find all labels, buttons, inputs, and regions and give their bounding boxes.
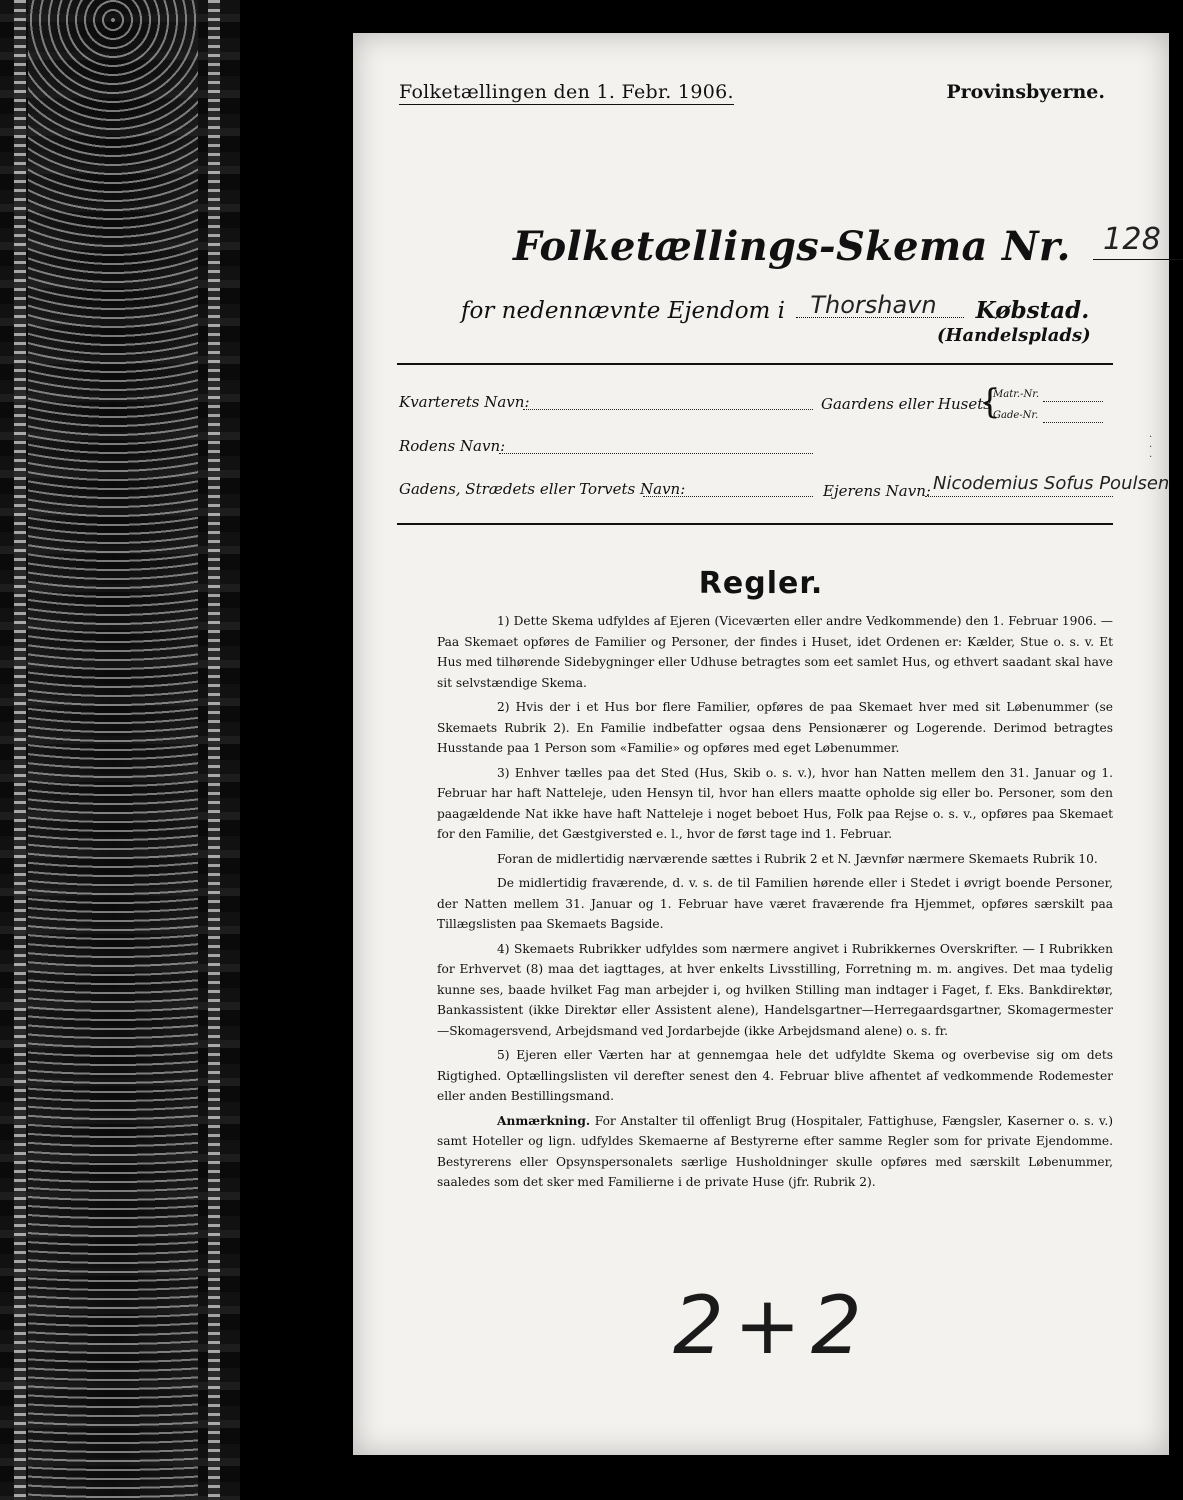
matr-label: Matr.-Nr. [993,389,1040,400]
subtitle-suffix: Købstad. [975,297,1090,324]
rode-line [499,452,813,454]
microfilm-edge [0,0,240,1500]
rule-2: 2) Hvis der i et Hus bor flere Familier, opføres de paa Skemaet hver med sit Løbenummer (se Skemaets Rubrik 2). En Familie indbefatter ogsaa dens Pensionærer og Logerende. Derimod betragtes Husstande paa 1 Person som «Familie» og opføres med eget Løbenummer. [437,700,1113,755]
form-title-text: Folketællings-Skema Nr. [513,223,1071,270]
rule-3c: De midlertidig fraværende, d. v. s. de til Familien hørende eller i Stedet i øvrigt boende Personer, der Natten mellem 31. Januar og 1. Februar have været fraværende fra Hjemmet, opføres særskilt paa Tillægslisten paa Skemaets Bagside. [437,876,1113,931]
rule-1: 1) Dette Skema udfyldes af Ejeren (Viceværten eller andre Vedkommende) den 1. Februar 1906. — Paa Skemaet opføres de Familier og Personer, der findes i Huset, idet Ordenen er: Kælder, Stue o. s. v. Et Hus med tilhørende Sidebygninger eller Udhuse betragtes som eet samlet Hus, og ethvert saadant skal have sit selvstændige Skema. [437,614,1113,690]
rule-5: 5) Ejeren eller Værten har at gennemgaa hele det udfyldte Skema og overbevise sig om dets Rigtighed. Optællingslisten vil derefter senest den 4. Februar blive afhentet af vedkommende Rodemester eller anden Bestillingsmand. [437,1048,1113,1103]
form-number-handwritten: 128 [1103,222,1162,257]
ejer-line [925,495,1113,497]
note-label: Anmærkning. [497,1113,591,1128]
rules-body [437,611,1113,1197]
subtitle-prefix: for nedennævnte Ejendom i [461,298,786,324]
rule-3: 3) Enhver tælles paa det Sted (Hus, Skib o. s. v.), hvor han Natten mellem den 31. Januar og 1. Februar har haft Natteleje, uden Hensyn til, hvor han ellers maatte opholde sig eller bo. Personer, som den paagældende Nat ikke have haft Natteleje i noget beboet Hus, Folk paa Rejse o. s. v., opføres paa Skemaet for den Familie, det Gæstgiversted e. l., hvor de først tage ind 1. Februar. [437,765,1113,841]
bottom-handwritten-count: 2+2 [673,1279,872,1372]
kvarter-line [523,408,813,410]
gade-nr-label: Gade-Nr. [993,410,1039,421]
subtitle-alt: (Handelsplads) [937,325,1091,346]
gade-label: Gadens, Strædets eller Torvets Navn: [399,480,686,498]
brace-icon: { [979,382,1001,422]
film-perforation-right [208,0,220,1500]
kvarter-label: Kvarterets Navn: [399,393,530,411]
matr-line [1043,400,1103,402]
census-header-date: Folketællingen den 1. Febr. 1906. [399,81,734,103]
rule-3b: Foran de midlertidig nærværende sættes i Rubrik 2 et N. Jævnfør nærmere Skemaets Rubrik 10. [497,851,1098,866]
film-core [28,0,198,1500]
rule-note [437,1111,1113,1193]
census-header-region: Provinsbyerne. [946,81,1105,103]
rules-title: Regler. [698,566,824,601]
owner-handwritten: Nicodemius Sofus Poulsen [933,473,1170,494]
town-field [796,291,964,319]
form-subtitle [461,291,1090,324]
gade-nr-line [1043,421,1103,423]
town-handwritten: Thorshavn [810,291,937,319]
corner-marks: · · · [1149,432,1153,463]
gaard-label: Gaardens eller Husets [821,395,991,413]
divider-top [397,363,1113,365]
note-text: For Anstalter til offenligt Brug (Hospitaler, Fattighuse, Fængsler, Kaserner o. s. v.) samt Hoteller og lign. udfyldes Skemaerne af Bestyrerne efter samme Regler som for private Ejendomme. Bestyrerens eller Opsynspersonalets særlige Husholdninger skulle opføres med særskilt Løbenummer, saaledes som det sker med Familierne i de private Huse (jfr. Rubrik 2). [437,1113,1113,1189]
rule-4: 4) Skemaets Rubrikker udfyldes som nærmere angivet i Rubrikkernes Overskrifter. — I Rubrikken for Erhvervet (8) maa det iagttages, at hver enkelts Livsstilling, Forretning m. m. angives. Det maa tydelig kunne ses, baade hvilket Fag man arbejder i, og hvilken Stilling man indtager i Faget, f. Eks. Bankdirektør, Bankassistent (ikke Direktør eller Assistent alene), Handelsgartner—Herregaardsgartner, Skomagermester—Skomagersvend, Arbejdsmand ved Jordarbejde (ikke Arbejdsmand alene) o. s. fr. [437,941,1113,1038]
form-number-field [1093,222,1183,260]
gade-line [643,495,813,497]
form-title [513,223,1183,270]
ejer-label: Ejerens Navn: [823,482,931,500]
census-form-page [353,33,1169,1455]
divider-bottom [397,523,1113,525]
film-perforation-left [14,0,26,1500]
rode-label: Rodens Navn: [399,437,506,455]
